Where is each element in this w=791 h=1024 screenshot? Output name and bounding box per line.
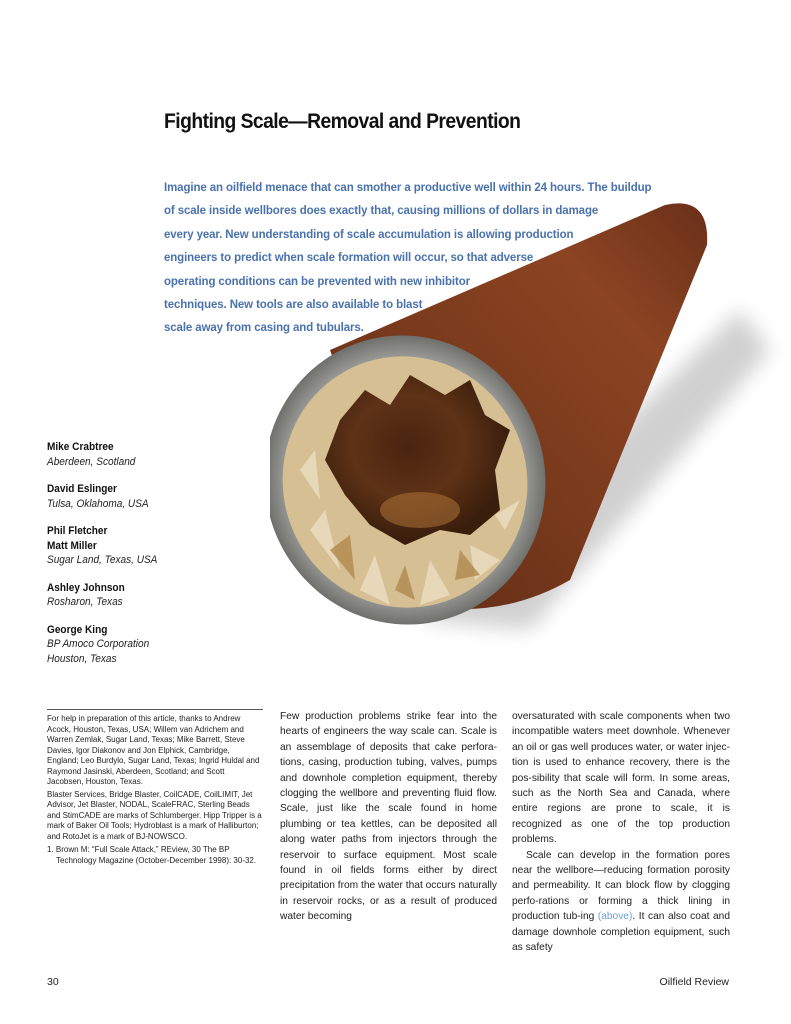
sidebar-notes xyxy=(47,709,263,868)
footnote: 1. Brown M: “Full Scale Attack,” REview, 30 The BP Technology Magazine (October-December 1998): 30-32. xyxy=(47,845,257,865)
intro-line: Imagine an oilfield menace that can smother a productive well within 24 hours. The buildup xyxy=(164,180,652,194)
intro-line: engineers to predict when scale formation will occur, so that adverse xyxy=(164,250,534,265)
author-name: Phil Fletcher xyxy=(47,525,108,537)
journal-name: Oilfield Review xyxy=(659,976,729,988)
article-intro xyxy=(164,176,684,340)
author-location: BP Amoco Corporation xyxy=(47,638,150,650)
paragraph-text: Scale can develop in the formation pores near the wellbore—reducing formation porosity and permeability. It can block flow by clogging perfo-rations or forming a thick lining in production tub-ing xyxy=(512,849,730,923)
author-group xyxy=(47,440,247,469)
intro-line: operating conditions can be prevented with new inhibitor xyxy=(164,273,470,288)
author-location: Sugar Land, Texas, USA xyxy=(47,554,158,566)
author-list xyxy=(47,440,247,679)
author-location: Rosharon, Texas xyxy=(47,596,123,608)
author-name: Ashley Johnson xyxy=(47,581,125,594)
figure-reference-link[interactable]: (above) xyxy=(597,911,633,923)
intro-line: every year. New understanding of scale accumulation is allowing production xyxy=(164,226,574,241)
page-number: 30 xyxy=(47,976,59,988)
author-location: Aberdeen, Scotland xyxy=(47,455,136,468)
paragraph-text: . It can also coat and damage downhole completion equipment, such as safety xyxy=(512,911,730,954)
author-name: David Eslinger xyxy=(47,483,117,495)
author-location: Houston, Texas xyxy=(47,652,117,665)
article-title: Fighting Scale—Removal and Prevention xyxy=(164,110,521,133)
body-column-2 xyxy=(512,709,730,956)
body-column-1 xyxy=(280,709,497,925)
intro-line: techniques. New tools are also available to blast xyxy=(164,297,423,312)
author-group xyxy=(47,482,247,511)
author-group xyxy=(47,623,247,667)
acknowledgment-note: For help in preparation of this article, thanks to Andrew Acock, Houston, Texas, USA; Willem van Adrichem and Warren Zemlak, Sugar Land, Texas; Mike Barrett, Steve Davies, Igor Diakonov and Jon Elphick, Cambridge, England; Leo Burdylo, Sugar Land, Texas; Ingrid Huldal and Raymond Jasinski, Aberdeen, Scotland; and Scott Jacobsen, Houston, Texas. xyxy=(47,714,260,786)
body-paragraph xyxy=(512,848,730,956)
body-paragraph: Few production problems strike fear into the hearts of engineers the way scale can. Scale is an assemblage of deposits that cake perfora-tions, casing, production tubing, valves, pumps and downhole completion equipment, thereby clogging the wellbore and preventing fluid flow. Scale, just like the scale found in home plumbing or tea kettles, can be deposited all along water paths from injectors through the reservoir to surface equipment. Most scale found in oil fields forms either by direct precipitation from the water that occurs naturally in reservoir rocks, or as a result of produced water becoming xyxy=(280,711,497,923)
author-name: Matt Miller xyxy=(47,539,97,552)
intro-line: scale away from casing and tubulars. xyxy=(164,320,364,335)
body-paragraph: oversaturated with scale components when two incompatible waters meet downhole. Whenever an oil or gas well produces water, or water injec-tion is used to enhance recovery, there is the pos-sibility that scale will form. In some areas, such as the North Sea and Canada, where entire regions are prone to scale, it is recognized as one of the top production problems. xyxy=(512,711,730,846)
author-group xyxy=(47,581,247,610)
trademark-note: Blaster Services, Bridge Blaster, CoilCADE, CoilLIMIT, Jet Advisor, Jet Blaster, NODAL, ScaleFRAC, Sterling Beads and StimCADE are marks of Schlumberger. Hipp Tripper is a mark of Baker Oil Tools; Hydroblast is a mark of Halliburton; and RotoJet is a mark of BJ-NOWSCO. xyxy=(47,789,262,841)
author-location: Tulsa, Oklahoma, USA xyxy=(47,497,149,510)
author-name: George King xyxy=(47,623,108,636)
intro-line: of scale inside wellbores does exactly that, causing millions of dollars in damage xyxy=(164,203,599,218)
author-group xyxy=(47,524,247,568)
author-name: Mike Crabtree xyxy=(47,441,114,453)
